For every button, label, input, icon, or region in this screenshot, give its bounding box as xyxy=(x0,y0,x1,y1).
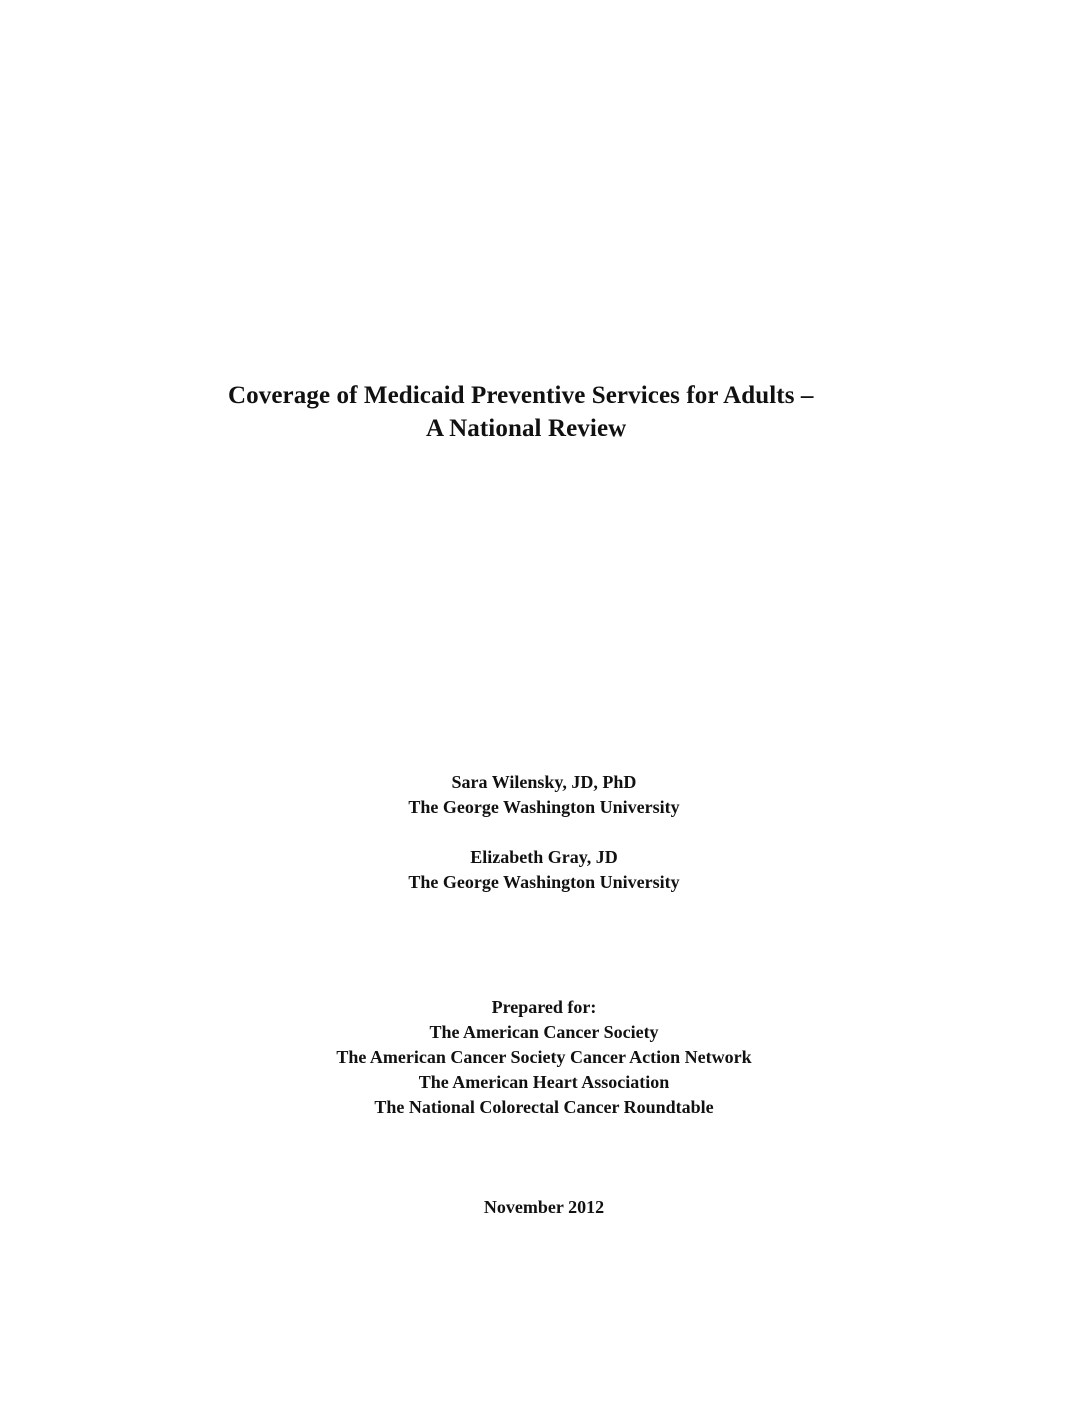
author-affiliation: The George Washington University xyxy=(408,797,680,817)
organization-item: The American Cancer Society xyxy=(429,1022,659,1042)
author-name: Elizabeth Gray, JD xyxy=(470,847,618,867)
organization-item: The American Heart Association xyxy=(418,1072,670,1092)
prepared-for-label: Prepared for: xyxy=(491,997,597,1017)
publication-date xyxy=(0,1195,1088,1220)
organization-item: The American Cancer Society Cancer Action Network xyxy=(336,1047,752,1067)
author-affiliation: The George Washington University xyxy=(408,872,680,892)
organization-item: The National Colorectal Cancer Roundtable xyxy=(374,1097,714,1117)
author-block-2 xyxy=(0,845,1088,895)
author-name: Sara Wilensky, JD, PhD xyxy=(451,772,637,792)
document-title-line-2: A National Review xyxy=(426,415,627,442)
document-title-line-1: Coverage of Medicaid Preventive Services for Adults – xyxy=(228,382,814,409)
date-text: November 2012 xyxy=(483,1197,605,1217)
author-block-1 xyxy=(0,770,1088,820)
prepared-for-block xyxy=(0,995,1088,1120)
